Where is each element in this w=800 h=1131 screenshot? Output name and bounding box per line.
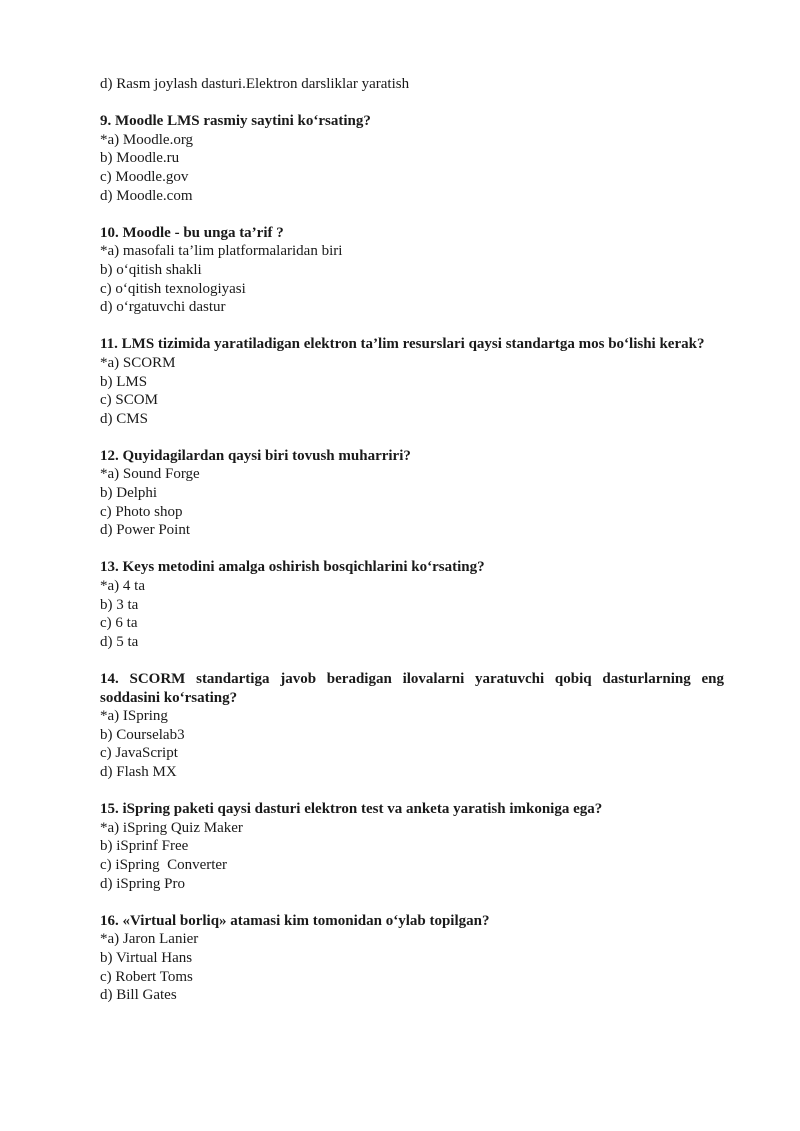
question-12 [100, 447, 724, 540]
answer-option: *a) masofali ta’lim platformalaridan biri [100, 243, 343, 260]
answer-option: *a) 4 ta [100, 578, 145, 595]
question-11 [100, 335, 724, 428]
answer-option: c) iSpring Converter [100, 856, 228, 873]
question-13 [100, 558, 724, 651]
answer-option: d) Moodle.com [100, 187, 193, 204]
answer-option: *a) iSpring Quiz Maker [100, 819, 243, 836]
answer-option: *a) Moodle.org [100, 131, 194, 148]
answer-option: c) 6 ta [100, 615, 138, 632]
answer-option: b) Courselab3 [100, 726, 185, 743]
answer-option: b) Delphi [100, 485, 158, 502]
answer-option: c) JavaScript [100, 745, 178, 762]
answer-option: b) iSprinf Free [100, 838, 189, 855]
answer-option: *a) ISpring [100, 708, 168, 725]
question-text: 14. SCORM standartiga javob beradigan ilovalarni yaratuvchi qobiq dasturlarning eng soddasini ko‘rsating? [100, 671, 724, 706]
question-text: 12. Quyidagilardan qaysi biri tovush muharriri? [100, 447, 411, 464]
question-text: 15. iSpring paketi qaysi dasturi elektron test va anketa yaratish imkoniga ega? [100, 801, 603, 818]
answer-option: d) CMS [100, 410, 148, 427]
answer-option: *a) Jaron Lanier [100, 931, 199, 948]
question-text: 10. Moodle - bu unga ta’rif ? [100, 224, 284, 241]
question-text: 9. Moodle LMS rasmiy saytini ko‘rsating? [100, 113, 371, 130]
answer-option: c) Robert Toms [100, 968, 193, 985]
answer-option: d) o‘rgatuvchi dastur [100, 299, 226, 316]
answer-option: d) Power Point [100, 522, 190, 539]
question-text: 16. «Virtual borliq» atamasi kim tomonidan o‘ylab topilgan? [100, 912, 490, 929]
answer-option: b) LMS [100, 373, 148, 390]
answer-option: d) Flash MX [100, 763, 177, 780]
answer-option: d) 5 ta [100, 633, 139, 650]
question-10 [100, 224, 724, 317]
answer-option: b) Moodle.ru [100, 150, 180, 167]
answer-option: *a) Sound Forge [100, 466, 200, 483]
document-page [100, 75, 724, 1005]
question-text: 11. LMS tizimida yaratiladigan elektron ta’lim resurslari qaysi standartga mos bo‘lishi kerak? [100, 336, 705, 353]
answer-option: c) Moodle.gov [100, 168, 189, 185]
question-14 [100, 670, 724, 782]
answer-option: d) iSpring Pro [100, 875, 186, 892]
answer-option: b) Virtual Hans [100, 949, 193, 966]
intro-option-line: d) Rasm joylash dasturi.Elektron darsliklar yaratish [100, 76, 410, 92]
answer-option: c) o‘qitish texnologiyasi [100, 280, 246, 297]
question-15 [100, 800, 724, 893]
question-9 [100, 112, 724, 205]
answer-option: b) o‘qitish shakli [100, 261, 202, 278]
answer-option: b) 3 ta [100, 596, 139, 613]
question-text: 13. Keys metodini amalga oshirish bosqichlarini ko‘rsating? [100, 559, 485, 576]
answer-option: d) Bill Gates [100, 987, 177, 1004]
question-16 [100, 912, 724, 1005]
answer-option: c) Photo shop [100, 503, 183, 520]
answer-option: c) SCOM [100, 392, 158, 409]
answer-option: *a) SCORM [100, 354, 176, 371]
